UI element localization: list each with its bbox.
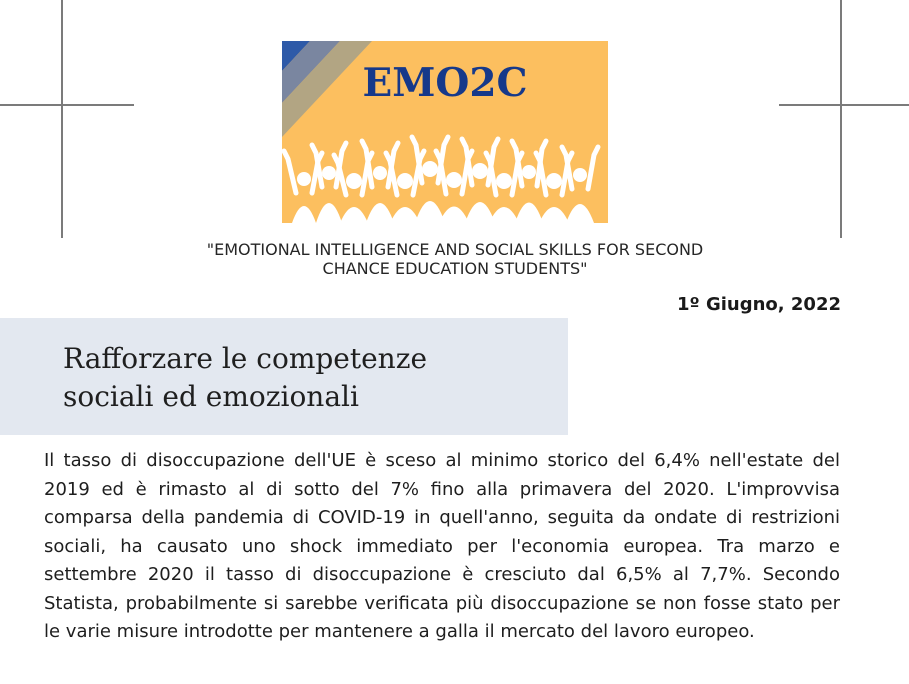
section-banner [0, 318, 568, 435]
crop-mark-right-horizontal [779, 104, 909, 106]
subtitle-line-2: CHANCE EDUCATION STUDENTS" [322, 259, 588, 278]
section-title-line-1: Rafforzare le competenze [63, 342, 428, 375]
body-paragraph: Il tasso di disoccupazione dell'UE è sceso al minimo storico del 6,4% nell'estate del 2019 ed è rimasto al di sotto del 7% fino alla primavera del 2020. L'improvvisa comparsa della pandemia di COVID-19 in quell'anno, seguita da ondate di restrizioni sociali, ha causato uno shock immediato per l'economia europea. Tra marzo e settembre 2020 il tasso di disoccupazione è cresciuto dal 6,5% al 7,7%. Secondo Statista, probabilmente si sarebbe verificata più disoccupazione se non fosse stato per le varie misure introdotte per mantenere a galla il mercato del lavoro europeo. [44, 450, 840, 642]
section-title [63, 340, 543, 416]
crop-mark-left-horizontal [0, 104, 134, 106]
project-subtitle [150, 240, 760, 278]
logo-wordmark: EMO2C [362, 60, 528, 106]
crop-mark-left-vertical [61, 0, 63, 238]
crop-mark-right-vertical [840, 0, 842, 238]
emo2c-logo [282, 41, 608, 223]
newsletter-date: 1º Giugno, 2022 [677, 294, 841, 315]
subtitle-line-1: "EMOTIONAL INTELLIGENCE AND SOCIAL SKILLS FOR SECOND [206, 240, 704, 259]
section-title-line-2: sociali ed emozionali [63, 380, 359, 413]
